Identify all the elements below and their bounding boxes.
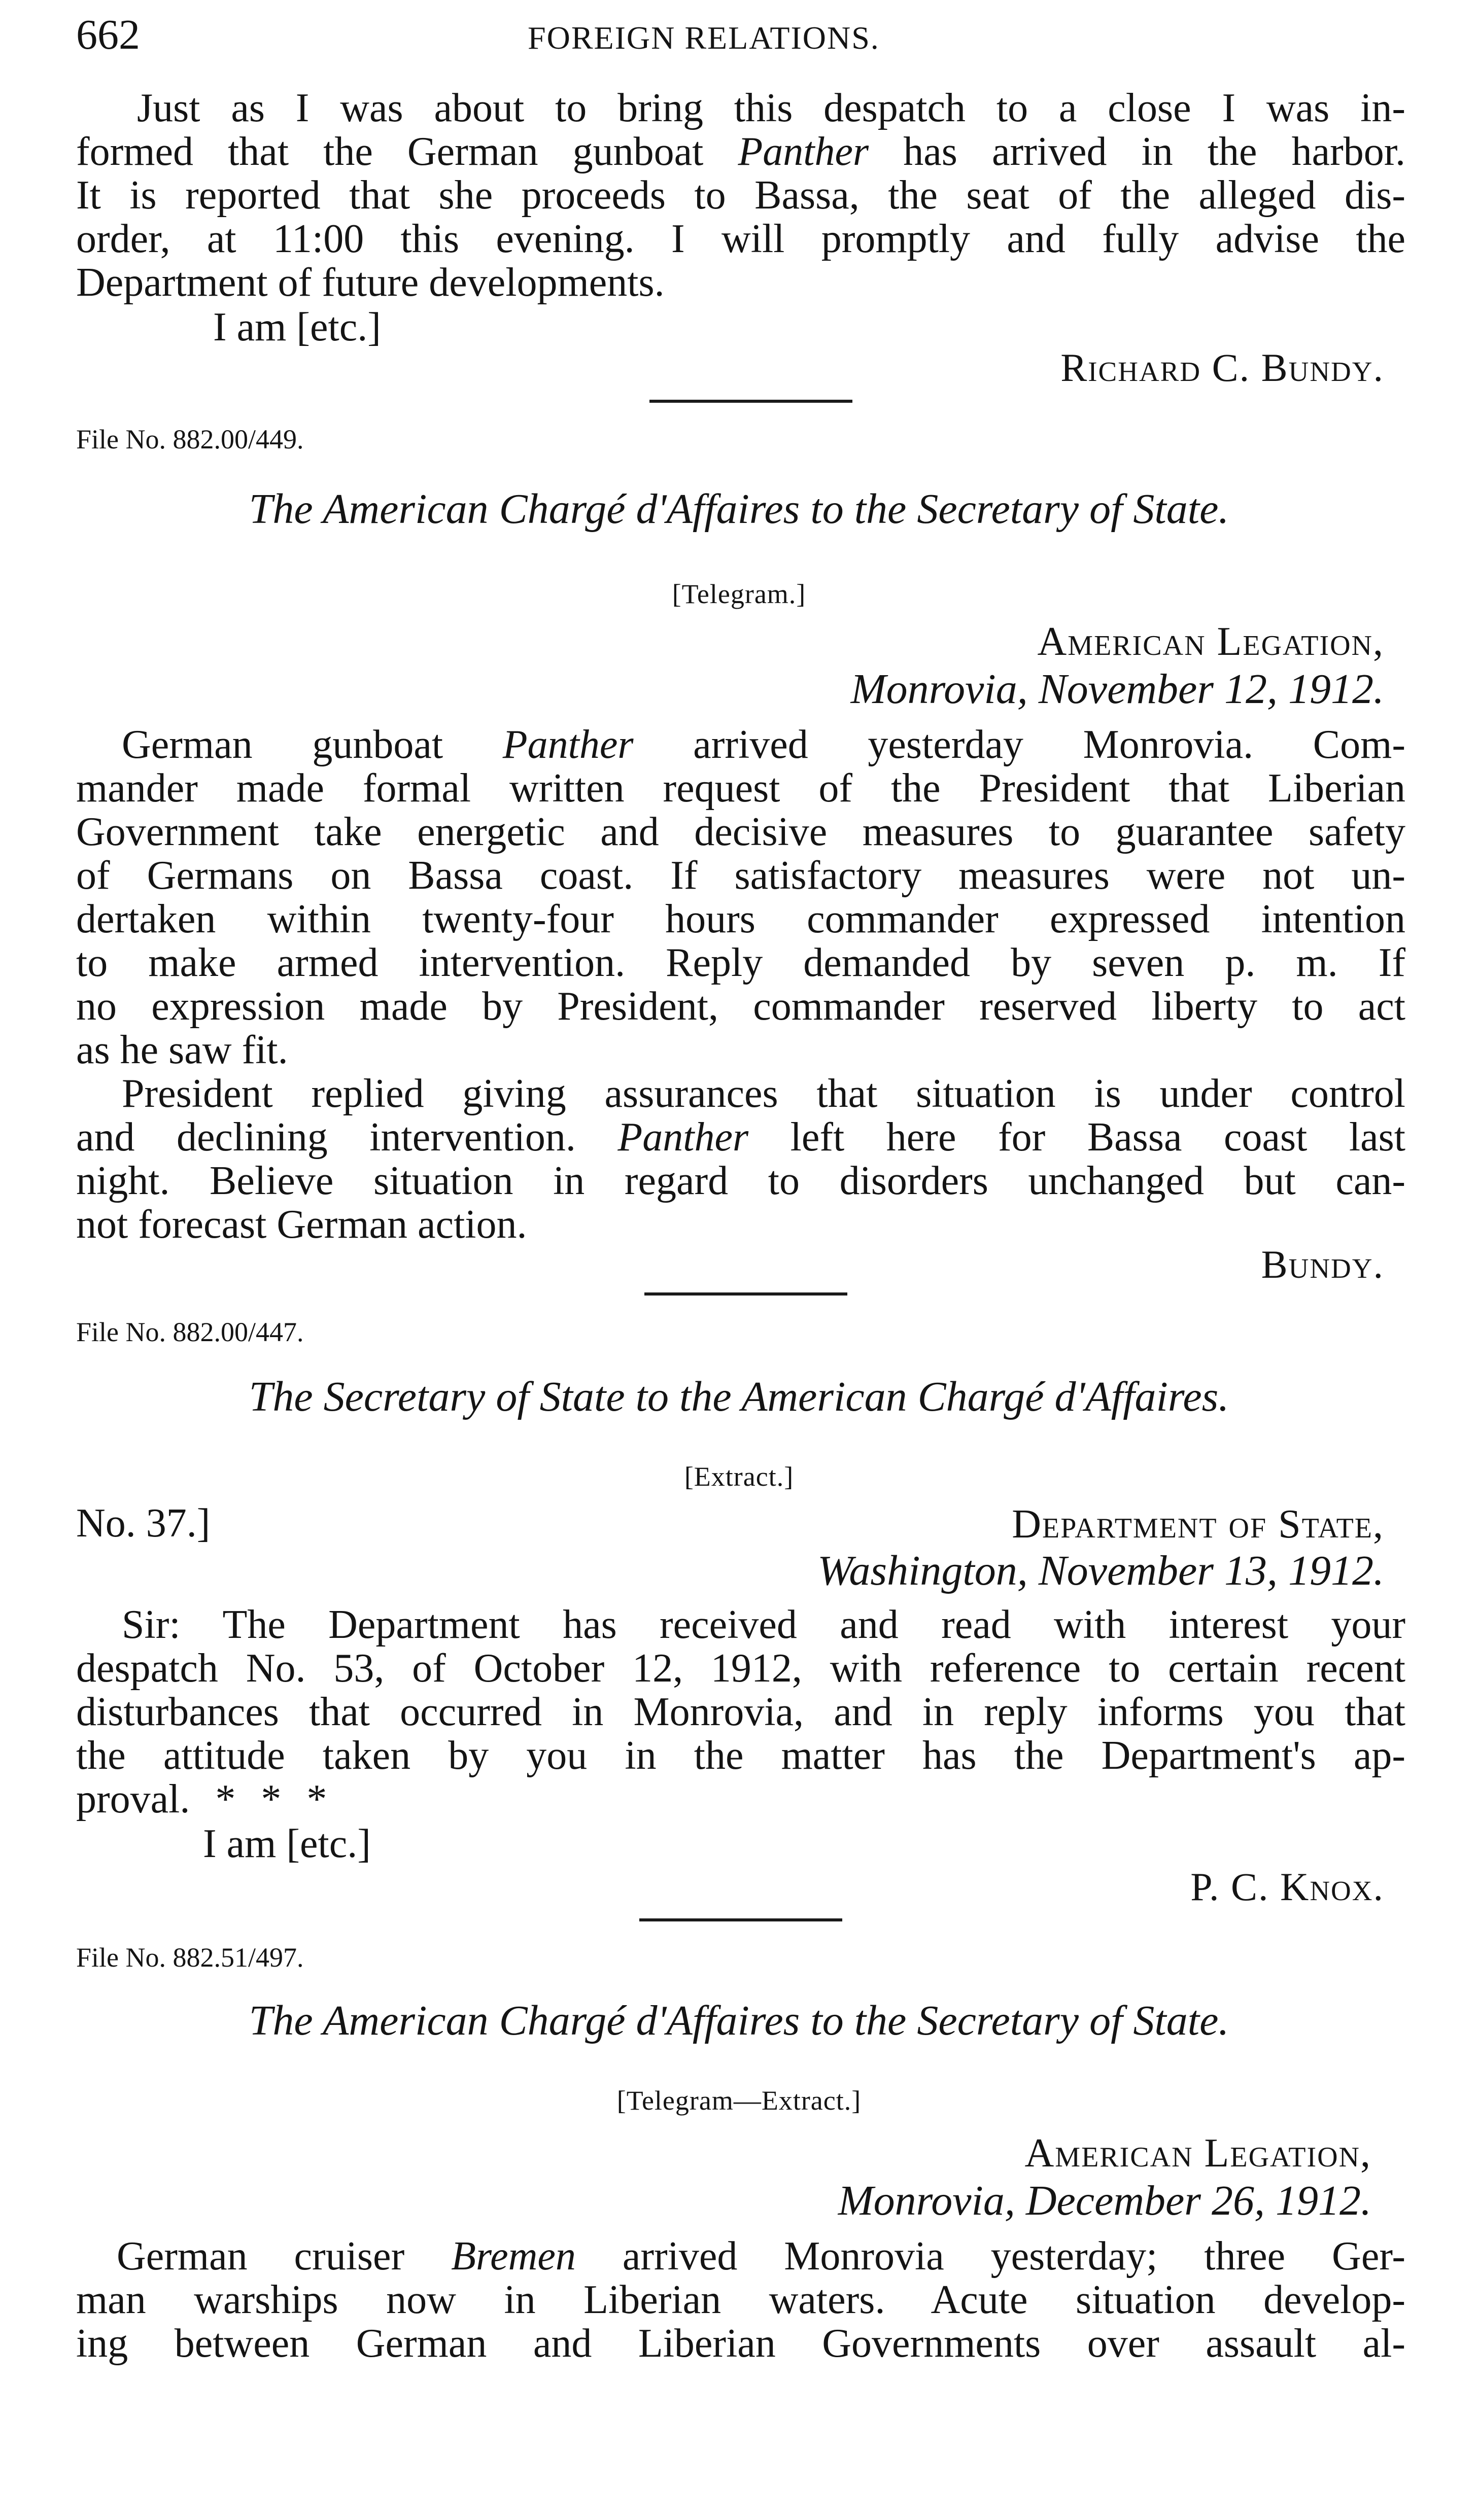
document-type-tag: [Telegram.] (672, 579, 806, 609)
document-type-tag: [Telegram—Extract.] (616, 2085, 862, 2116)
document-title: The American Chargé d'Affaires to the Secretary of State. (249, 1997, 1229, 2044)
page-number: 662 (76, 11, 140, 58)
doc1-line-6: to make armed intervention. Reply demanded by seven p. m. If (76, 940, 1405, 985)
doc1-line-10: and declining intervention. Panther left here for Bassa coast last (76, 1115, 1406, 1160)
doc1-line-11: night. Believe situation in regard to disorders unchanged but can- (76, 1159, 1405, 1203)
section-divider (639, 1918, 842, 1921)
intro-closing: I am [etc.] (213, 305, 381, 349)
document-title: The Secretary of State to the American Chargé d'Affaires. (249, 1373, 1229, 1420)
doc2-line-5: proval. * * * (76, 1777, 327, 1822)
intro-signature: Richard C. Bundy. (1060, 345, 1384, 390)
italic-term: Panther (617, 1115, 749, 1160)
italic-term: Panther (738, 129, 869, 174)
section-divider (649, 400, 852, 403)
doc1-line-8: as he saw fit. (76, 1028, 288, 1072)
place-date-line: Washington, November 13, 1912. (817, 1547, 1384, 1594)
document-title: The American Chargé d'Affaires to the Secretary of State. (249, 485, 1229, 533)
doc1-line-1: German gunboat Panther arrived yesterday Monrovia. Com- (122, 722, 1406, 767)
doc1-line-2: mander made formal written request of the President that Liberian (76, 766, 1405, 811)
file-number: File No. 882.00/447. (76, 1317, 304, 1347)
doc1-line-5: dertaken within twenty-four hours commander expressed intention (76, 897, 1405, 941)
doc2-line-3: disturbances that occurred in Monrovia, and in reply informs you that (76, 1690, 1405, 1734)
intro-line-4: order, at 11:00 this evening. I will promptly and fully advise the (76, 217, 1405, 261)
address-line: Department of State, (1012, 1502, 1384, 1547)
intro-line-5: Department of future developments. (76, 260, 665, 305)
doc2-closing: I am [etc.] (203, 1822, 371, 1866)
address-line: American Legation, (1037, 619, 1384, 664)
doc1-line-7: no expression made by President, commander reserved liberty to act (76, 984, 1405, 1029)
doc2-signature: P. C. Knox. (1190, 1865, 1384, 1909)
place-date-line: Monrovia, November 12, 1912. (850, 666, 1384, 713)
intro-line-3: It is reported that she proceeds to Bassa, the seat of the alleged dis- (76, 173, 1405, 218)
doc1-line-3: Government take energetic and decisive measures to guarantee safety (76, 810, 1405, 854)
doc1-line-12: not forecast German action. (76, 1202, 527, 1247)
doc3-line-3: ing between German and Liberian Governments over assault al- (76, 2321, 1405, 2366)
doc3-line-2: man warships now in Liberian waters. Acute situation develop- (76, 2278, 1405, 2322)
despatch-number: No. 37.] (76, 1501, 211, 1546)
doc2-line-1: Sir: The Department has received and read with interest your (122, 1602, 1405, 1647)
place-date-line: Monrovia, December 26, 1912. (838, 2177, 1371, 2224)
italic-term: Bremen (451, 2234, 576, 2279)
doc1-line-4: of Germans on Bassa coast. If satisfactory measures were not un- (76, 853, 1405, 898)
doc2-line-2: despatch No. 53, of October 12, 1912, with reference to certain recent (76, 1646, 1405, 1691)
intro-line-1: Just as I was about to bring this despatch to a close I was in- (137, 86, 1405, 130)
doc1-line-9: President replied giving assurances that situation is under control (122, 1071, 1405, 1116)
doc2-line-4: the attitude taken by you in the matter has the Department's ap- (76, 1733, 1405, 1778)
file-number: File No. 882.51/497. (76, 1942, 304, 1973)
doc1-signature: Bundy. (1261, 1242, 1384, 1286)
italic-term: Panther (502, 722, 634, 767)
doc3-line-1: German cruiser Bremen arrived Monrovia yesterday; three Ger- (117, 2234, 1405, 2279)
file-number: File No. 882.00/449. (76, 424, 304, 454)
intro-line-2: formed that the German gunboat Panther has arrived in the harbor. (76, 129, 1405, 174)
document-type-tag: [Extract.] (684, 1461, 794, 1492)
running-head: FOREIGN RELATIONS. (528, 20, 880, 56)
address-line: American Legation, (1024, 2131, 1371, 2176)
section-divider (644, 1292, 847, 1296)
